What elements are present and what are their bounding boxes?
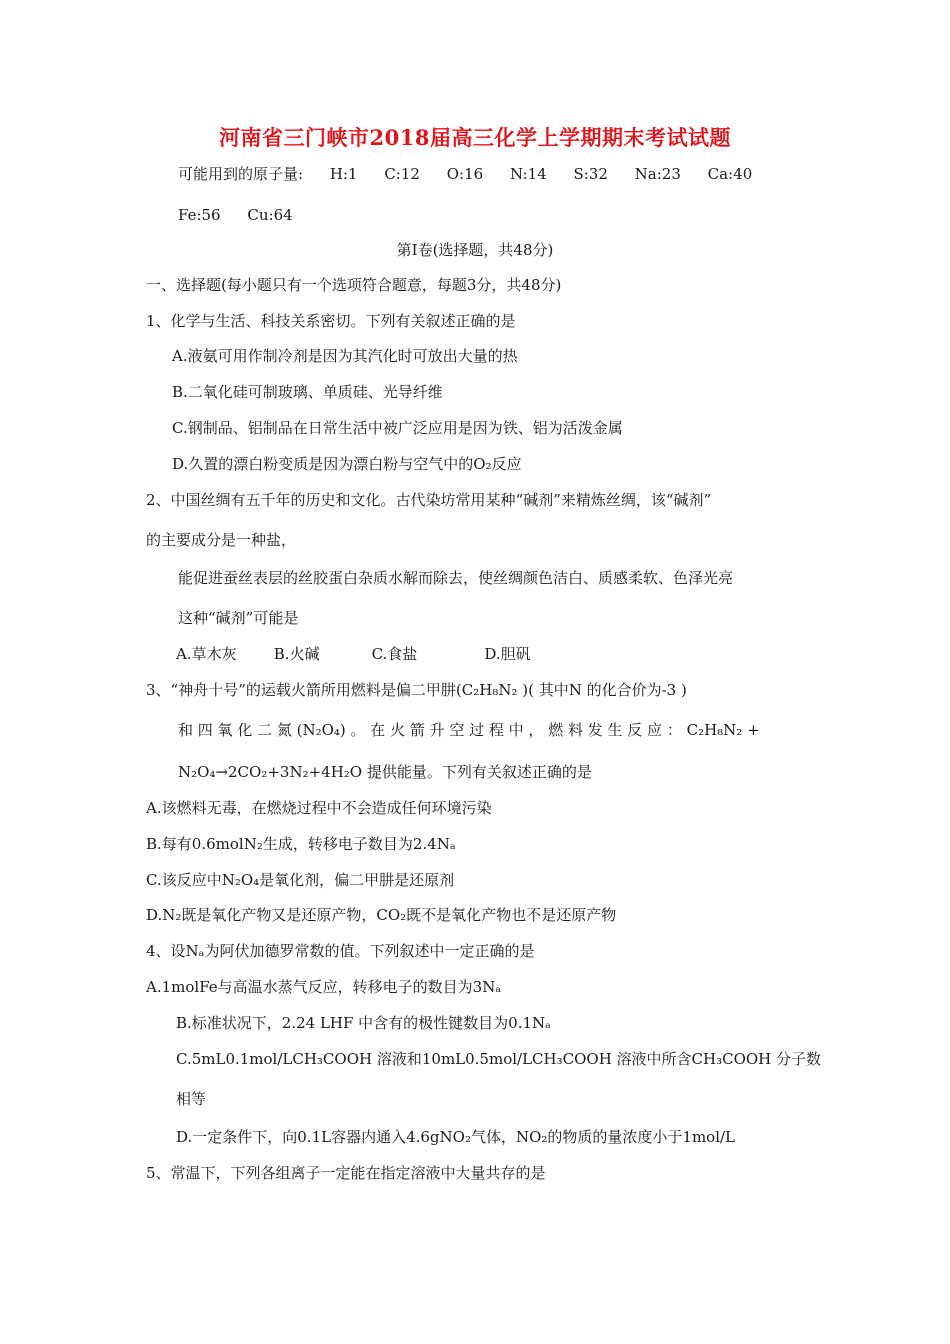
- q4-option-c-line-1: C.5mL0.1mol/LCH₃COOH 溶液和10mL0.5mol/LCH₃COOH 溶液中所含CH₃COOH 分子数: [176, 1050, 822, 1068]
- q3-stem-line-1: 3、“神舟十号”的运载火箭所用燃料是偏二甲肼(C₂H₈N₂ )( 其中N 的化合价为-3 ): [146, 681, 687, 699]
- q2-option-a: A.草木灰: [176, 645, 237, 663]
- q2-options: [176, 644, 531, 664]
- q3-option-d: D.N₂既是氧化产物又是还原产物，CO₂既不是氧化产物也不是还原产物: [146, 906, 617, 924]
- atomic-mass-s: S:32: [573, 165, 608, 183]
- atomic-mass-h: H:1: [329, 165, 358, 183]
- atomic-mass-line-1: [178, 164, 774, 184]
- section-header: 第Ⅰ卷(选择题，共48分): [396, 241, 554, 259]
- q2-option-b: B.火碱: [273, 645, 320, 663]
- atomic-mass-o: O:16: [446, 165, 484, 183]
- q3-option-b: B.每有0.6molN₂生成，转移电子数目为2.4Nₐ: [146, 835, 456, 853]
- q2-option-c: C.食盐: [371, 645, 418, 663]
- atomic-mass-label: 可能用到的原子量:: [178, 165, 304, 183]
- document-title: 河南省三门峡市2018届高三化学上学期期末考试试题: [219, 125, 731, 150]
- atomic-mass-line-2: [178, 205, 315, 225]
- atomic-mass-n: N:14: [509, 165, 547, 183]
- q2-stem-line-2: 的主要成分是一种盐，: [146, 531, 297, 549]
- q4-option-d: D.一定条件下，向0.1L容器内通入4.6gNO₂气体，NO₂的物质的量浓度小于1mol/L: [176, 1128, 736, 1146]
- q5-stem: 5、常温下，下列各组离子一定能在指定溶液中大量共存的是: [146, 1164, 546, 1182]
- atomic-mass-cu: Cu:64: [247, 206, 293, 224]
- q3-stem-line-3: N₂O₄→2CO₂+3N₂+4H₂O 提供能量。下列有关叙述正确的是: [178, 763, 592, 781]
- q1-option-a: A.液氨可用作制冷剂是因为其汽化时可放出大量的热: [172, 347, 518, 365]
- q2-option-d: D.胆矾: [484, 645, 531, 663]
- atomic-mass-na: Na:23: [634, 165, 681, 183]
- q2-stem-line-3: 能促进蚕丝表层的丝胶蛋白杂质水解而除去，使丝绸颜色洁白、质感柔软、色泽光亮: [178, 569, 734, 587]
- q3-stem-line-2: 和 四 氧 化 二 氮 (N₂O₄) 。 在 火 箭 升 空 过 程 中 ， 燃 料 发 生 反 应 ： C₂H₈N₂ +: [178, 721, 760, 739]
- atomic-mass-fe: Fe:56: [178, 206, 221, 224]
- atomic-mass-c: C:12: [384, 165, 420, 183]
- q4-stem: 4、设Nₐ为阿伏加德罗常数的值。下列叙述中一定正确的是: [146, 942, 535, 960]
- atomic-mass-ca: Ca:40: [707, 165, 753, 183]
- q1-option-c: C.钢制品、铝制品在日常生活中被广泛应用是因为铁、铝为活泼金属: [172, 419, 623, 437]
- q1-option-b: B.二氧化硅可制玻璃、单质硅、光导纤维: [172, 383, 443, 401]
- q4-option-c-line-2: 相等: [176, 1090, 207, 1108]
- q3-option-c: C.该反应中N₂O₄是氧化剂，偏二甲肼是还原剂: [146, 871, 455, 889]
- q4-option-b: B.标准状况下，2.24 LHF 中含有的极性键数目为0.1Nₐ: [176, 1014, 551, 1032]
- section-instruction: 一、选择题(每小题只有一个选项符合题意，每题3分，共48分): [146, 276, 562, 294]
- q3-option-a: A.该燃料无毒，在燃烧过程中不会造成任何环境污染: [146, 799, 492, 817]
- q1-stem: 1、化学与生活、科技关系密切。下列有关叙述正确的是: [146, 312, 516, 330]
- q4-option-a: A.1molFe与高温水蒸气反应，转移电子的数目为3Nₐ: [146, 978, 502, 996]
- q2-stem-line-1: 2、中国丝绸有五千年的历史和文化。古代染坊常用某种“碱剂”来精炼丝绸，该“碱剂”: [146, 491, 712, 509]
- q2-stem-line-4: 这种“碱剂”可能是: [178, 609, 299, 627]
- q1-option-d: D.久置的漂白粉变质是因为漂白粉与空气中的O₂反应: [172, 455, 522, 473]
